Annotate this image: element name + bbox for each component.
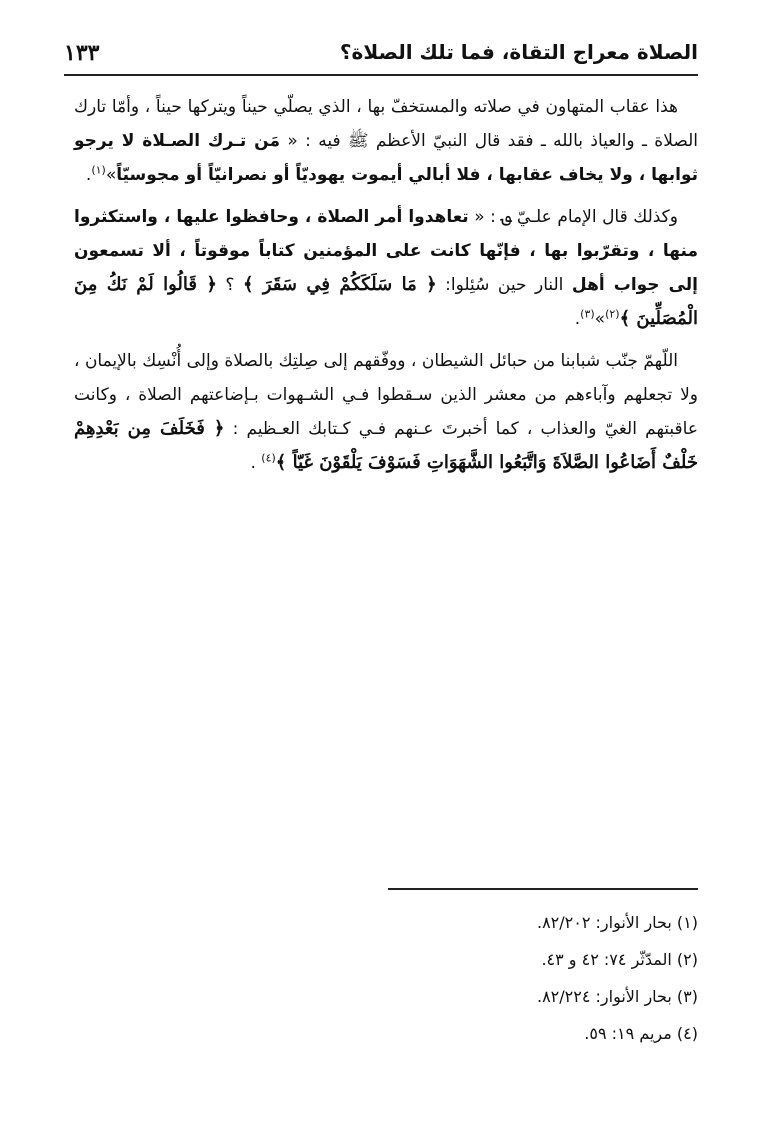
footnote-2: (٢) المدّثّر ٧٤: ٤٢ و ٤٣. — [541, 950, 698, 969]
paragraph-3-text: اللّهمّ جنّب شبابنا من حبائل الشيطان ، ووفّقهم إلى صِلتِك بالصلاة وإلى أُنْسِك بالإيمان ، ولا تجعلهم وآباءهم من معشر الذين سـقطوا فـي الشـهوات بـإضاعتهم الصلاة ، وكانت عاقبتهم الغيّ والعذاب ، كما أخبرتَ عـنهم فـي كـتابك العـظيم : — [74, 351, 698, 439]
footnote-rule — [388, 888, 698, 890]
quran-verse-3: ﴿ فَخَلَفَ مِن بَعْدِهِمْ خَلْفٌ أَضَاعُوا الصَّلاَةَ وَاتَّبَعُوا الشَّهَوَاتِ فَسَوْفَ يَلْقَوْنَ غَيّاً ﴾ — [74, 418, 698, 473]
page-header — [64, 38, 698, 72]
paragraph-2 — [74, 200, 698, 336]
question-mark: ؟ — [216, 275, 243, 295]
paragraph-3 — [74, 344, 698, 480]
paragraph-2-intro: وكذلك قال الإمام علـيّ ؈ : « — [468, 207, 678, 227]
footnote-3: (٣) بحار الأنوار: ٨٢/٢٢٤. — [536, 987, 698, 1006]
quran-verse-2: ﴿ قَالُوا لَمْ نَكُ مِنَ الْمُصَلِّينَ ﴾ — [74, 274, 698, 329]
body-text — [74, 90, 698, 480]
paragraph-1 — [74, 90, 698, 192]
footnote-marker-1[interactable]: (١) — [91, 163, 106, 177]
footnote-marker-4[interactable]: (٤) — [261, 451, 276, 465]
running-title: الصلاة معراج التقاة، فما تلك الصلاة؟ — [339, 40, 698, 64]
quote-close: » — [105, 165, 117, 185]
page-number: ١٣٣ — [64, 40, 100, 66]
footnotes — [378, 904, 698, 1052]
footnote-4: (٤) مريم ١٩: ٥٩. — [584, 1024, 698, 1043]
hadith-imam-ali: تعاهدوا أمر الصلاة ، وحافظوا عليها ، واستكثروا منها ، وتقرّبوا بها ، فإنّها كانت على المؤمنين كتاباً موقوتاً ، ألا تسمعون إلى جواب أهل — [74, 207, 698, 295]
hadith-prophet: مَن تـرك الصـلاة لا يرجو ثوابها ، ولا يخاف عقابها ، فلا أبالي أيموت يهوديّاً أو نصرانيّاً أو مجوسيّاً — [74, 131, 698, 185]
period: . — [250, 453, 262, 473]
paragraph-1-text: هذا عقاب المتهاون في صلاته والمستخفّ بها ، الذي يصلّي حيناً ويتركها حيناً ، وأمّا تارك الصلاة ـ والعياذ بالله ـ فقد قال النبيّ الأعظم ﷺ فيه : « — [74, 97, 698, 151]
quran-verse-1: ﴿ مَا سَلَكَكُمْ فِي سَقَرَ ﴾ — [242, 274, 437, 295]
period: . — [574, 309, 581, 329]
footnote-marker-3[interactable]: (٣) — [580, 307, 595, 321]
quote-close: » — [594, 309, 606, 329]
header-rule — [64, 74, 698, 76]
footnote-marker-2[interactable]: (٢) — [605, 307, 620, 321]
footnote-1: (١) بحار الأنوار: ٨٢/٢٠٢. — [536, 913, 698, 932]
paragraph-2-text: النار حين سُئِلوا: — [436, 275, 572, 295]
period: . — [85, 165, 92, 185]
